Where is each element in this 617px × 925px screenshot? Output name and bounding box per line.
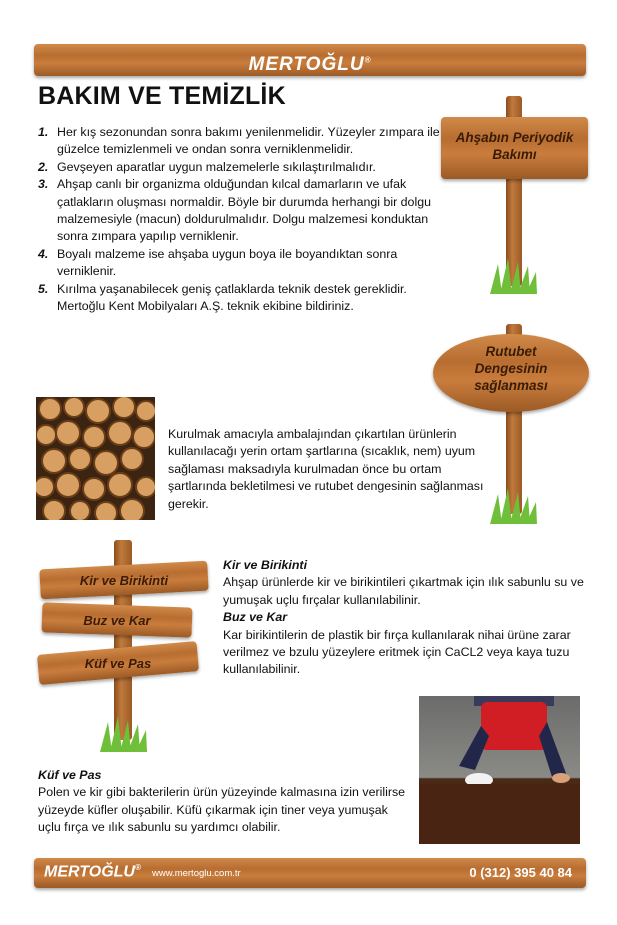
list-item: 5. Kırılma yaşanabilecek geniş çatlaklarda teknik destek gereklidir. Mertoğlu Kent Mobilyaları A.Ş. teknik ekibine bildiriniz. (38, 281, 407, 314)
footer-brand: MERTOĞLU® (44, 863, 141, 881)
rust-text: Polen ve kir gibi bakterilerin ürün yüzeyinde kalmasına izin verilirse yüzeyde küfler oluşabilir. Küfü çıkarmak için tiner veya yumuşak uçlu fırça ve ılık sabunlu su yardımcı olabilir. (38, 785, 406, 835)
footer-banner (34, 858, 586, 888)
cleaning-sections (223, 557, 593, 679)
list-item: 4. Boyalı malzeme ise ahşaba uygun boya ile boyandıktan sonra verniklenir. (38, 246, 398, 279)
grass-icon (98, 716, 148, 752)
wood-logs-icon (36, 397, 155, 520)
sign-rust-label: Küf ve Pas (84, 656, 152, 671)
sign-dirt-label: Kir ve Birikinti (79, 573, 169, 588)
dirt-heading: Kir ve Birikinti (223, 558, 308, 572)
ice-text: Kar birikintilerin de plastik bir fırça kullanılarak nihai ürüne zarar verilmez ve bzulu yüzeylere eritmek için CaCL2 veya kaya tuzu kullanılabilinir. (223, 627, 571, 677)
sign-periodic-label: Ahşabın Periyodik Bakımı (455, 130, 574, 162)
cleaning-photo (419, 696, 580, 844)
list-item: 2. Gevşeyen aparatlar uygun malzemelerle sıkılaştırılmalıdır. (38, 159, 376, 174)
top-banner (34, 44, 586, 76)
brand-logo: MERTOĞLU® (248, 54, 372, 76)
rust-heading: Küf ve Pas (38, 768, 102, 782)
footer-url[interactable]: www.mertoglu.com.tr (152, 868, 241, 879)
sign-humidity-label: Rutubet Dengesinin sağlanması (474, 344, 548, 393)
footer-phone: 0 (312) 395 40 84 (469, 865, 572, 880)
list-item: 3. Ahşap canlı bir organizma olduğundan kılcal damarların ve ufak çatlakların oluşması normaldir. Böyle bir durumda herhangi bir dolgu malzemesiyle (macun) doldurulmalıdır. Dolgu malzemesi konduktan sonra zımpara yapılıp verniklenir. (38, 177, 431, 244)
wood-logs-image (36, 397, 155, 520)
grass-icon (488, 258, 538, 294)
humidity-text: Kurulmak amacıyla ambalajından çıkartılan ürünlerin kullanılacağı yerin ortam şartlarına (sıcaklık, nem) uyum sağlaması maksadıyla kurulmadan önce bu ortam şartlarında bekletilmesi ve rutubet dengesinin sağlanması gerekir. (168, 427, 484, 511)
sign-ice-label: Buz ve Kar (83, 613, 151, 628)
list-item: 1. Her kış sezonundan sonra bakımı yenilenmelidir. Yüzeyler zımpara ile güzelce temizlenmeli ve ondan sonra verniklenmelidir. (38, 125, 440, 157)
maintenance-list (38, 124, 458, 315)
person-cleaning-icon (419, 696, 580, 844)
page-title: BAKIM VE TEMİZLİK (38, 82, 286, 110)
ice-heading: Buz ve Kar (223, 610, 288, 625)
rust-section (38, 767, 410, 837)
dirt-text: Ahşap ürünlerde kir ve birikintileri çıkartmak için ılık sabunlu su ve yumuşak uçlu fırçalar kullanılabilinir. (223, 575, 584, 607)
